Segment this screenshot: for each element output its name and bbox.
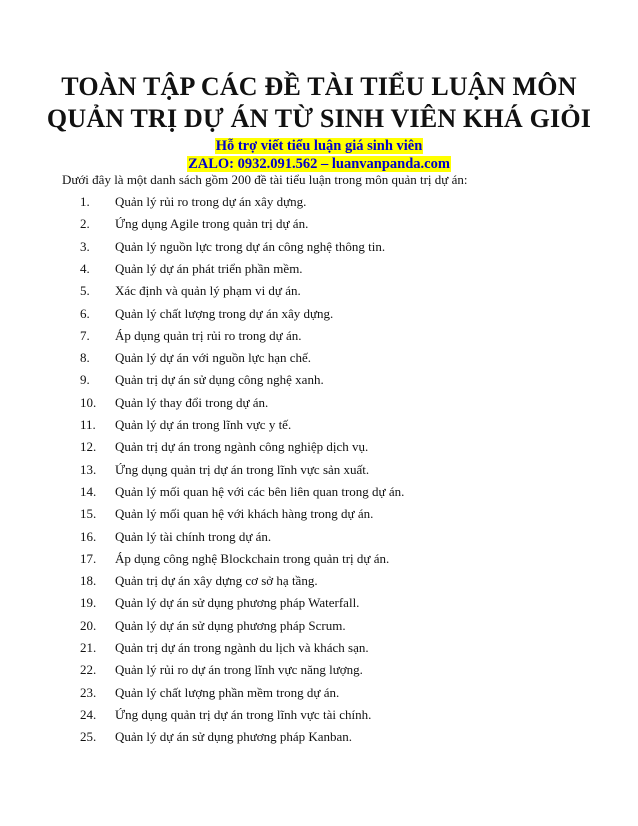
list-item-text: Quản trị dự án sử dụng công nghệ xanh. [115, 372, 324, 388]
page-title-line-1: TOÀN TẬP CÁC ĐỀ TÀI TIỂU LUẬN MÔN [61, 72, 577, 101]
list-item-text: Ứng dụng quản trị dự án trong lĩnh vực sản xuất. [115, 461, 370, 477]
list-item-number: 24. [80, 706, 97, 722]
list-item-text: Xác định và quản lý phạm vi dự án. [115, 283, 301, 299]
list-item-text: Quản lý chất lượng phần mềm trong dự án. [115, 684, 340, 700]
list-item-text: Quản trị dự án trong ngành du lịch và khách sạn. [115, 640, 369, 655]
list-item-number: 18. [80, 573, 97, 589]
list-item-number: 14. [80, 483, 97, 499]
list-item-number: 5. [80, 283, 90, 299]
list-item-number: 22. [80, 662, 97, 678]
promo-text-1: Hỗ trợ viết tiểu luận giá sinh viên [215, 138, 423, 154]
list-item-number: 4. [80, 260, 90, 276]
list-item-number: 11. [80, 417, 96, 432]
list-item-text: Quản lý dự án sử dụng phương pháp Kanban. [115, 729, 353, 745]
list-item-text: Quản lý dự án sử dụng phương pháp Scrum. [115, 617, 346, 633]
promo-contact-line [0, 156, 638, 173]
list-item-number: 2. [80, 216, 90, 232]
list-item-number: 20. [80, 617, 97, 633]
list-item-text: Quản lý rủi ro trong dự án xây dựng. [115, 194, 307, 209]
list-item-text: Áp dụng quản trị rủi ro trong dự án. [115, 327, 302, 343]
list-item-text: Quản lý nguồn lực trong dự án công nghệ thông tin. [115, 238, 386, 254]
list-item-number: 15. [80, 506, 97, 522]
list-item-text: Quản lý rủi ro dự án trong lĩnh vực năng lượng. [115, 662, 363, 678]
list-item-number: 6. [80, 305, 90, 321]
list-item-text: Quản lý chất lượng trong dự án xây dựng. [115, 305, 334, 321]
list-item-number: 8. [80, 350, 90, 366]
list-item-number: 21. [80, 640, 97, 655]
list-item-text: Áp dụng công nghệ Blockchain trong quản trị dự án. [115, 550, 390, 566]
list-item-text: Quản lý dự án với nguồn lực hạn chế. [115, 350, 312, 366]
list-item-number: 7. [80, 327, 90, 343]
list-item-text: Quản lý thay đổi trong dự án. [115, 394, 269, 410]
list-item-number: 25. [80, 729, 97, 745]
intro-paragraph: Dưới đây là một danh sách gồm 200 đề tài tiểu luận trong môn quản trị dự án: [62, 172, 468, 187]
list-item-text: Quản lý dự án trong lĩnh vực y tế. [115, 417, 292, 432]
promo-line-1 [0, 138, 638, 155]
list-item-number: 19. [80, 595, 97, 611]
list-item-text: Quản lý mối quan hệ với khách hàng trong dự án. [115, 506, 374, 522]
list-item-text: Quản lý dự án phát triển phần mềm. [115, 260, 303, 276]
list-item-text: Quản lý mối quan hệ với các bên liên quan trong dự án. [115, 483, 405, 499]
list-item-number: 13. [80, 461, 97, 477]
list-item-number: 23. [80, 684, 97, 700]
list-item-number: 16. [80, 528, 97, 544]
list-item-number: 12. [80, 439, 97, 455]
list-item-text: Ứng dụng Agile trong quản trị dự án. [115, 216, 309, 232]
list-item-number: 17. [80, 550, 97, 566]
list-item-text: Quản trị dự án trong ngành công nghiệp dịch vụ. [115, 439, 369, 455]
promo-text-2: ZALO: 0932.091.562 – luanvanpanda.com [188, 156, 450, 172]
list-item-number: 1. [80, 194, 90, 209]
list-item-text: Quản lý tài chính trong dự án. [115, 528, 272, 544]
list-item-number: 10. [80, 394, 97, 410]
list-item-text: Quản trị dự án xây dựng cơ sở hạ tầng. [115, 573, 318, 589]
list-item-text: Ứng dụng quản trị dự án trong lĩnh vực tài chính. [115, 706, 372, 722]
list-item-number: 3. [80, 238, 90, 254]
page-title-line-2: QUẢN TRỊ DỰ ÁN TỪ SINH VIÊN KHÁ GIỎI [46, 104, 592, 133]
list-item-number: 9. [80, 372, 90, 388]
list-item-text: Quản lý dự án sử dụng phương pháp Waterfall. [115, 595, 360, 611]
